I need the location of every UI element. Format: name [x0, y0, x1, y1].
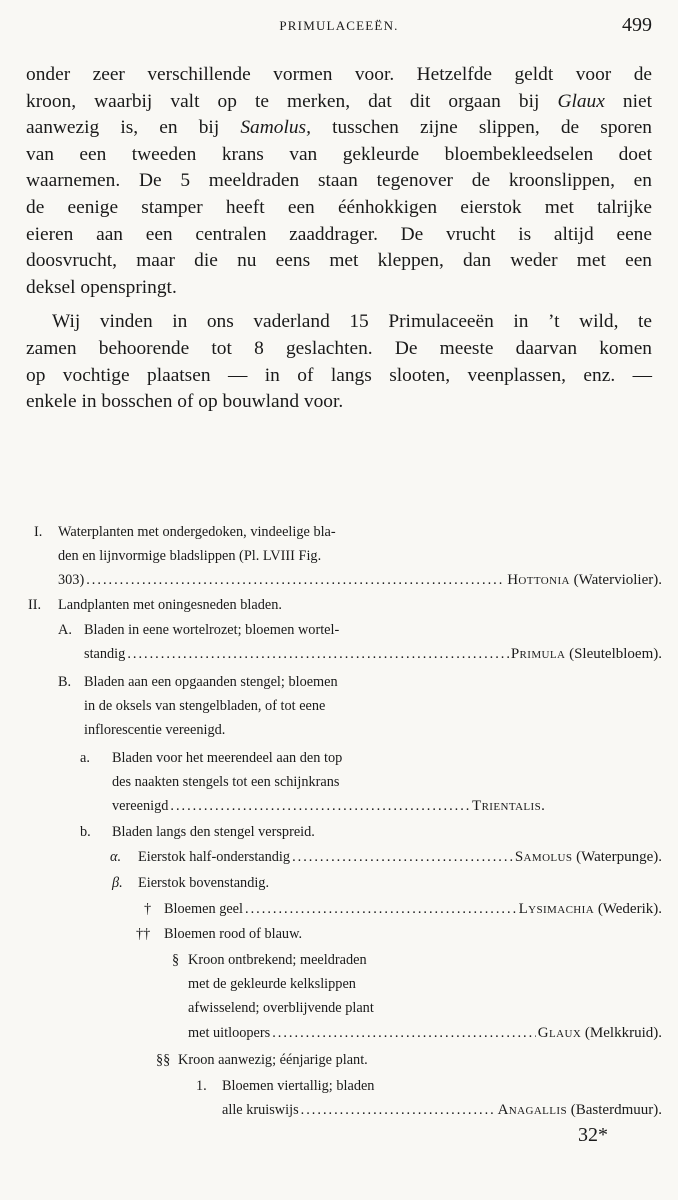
key-line: [32, 646, 662, 668]
page-header: [0, 14, 678, 44]
key-text: Bladen aan een opgaanden stengel; bloemen: [84, 674, 338, 690]
key-text: den en lijnvormige bladslippen (Pl. LVIII Fig.: [58, 548, 322, 564]
key-marker: B.: [58, 674, 72, 690]
key-text: vereenigd: [112, 798, 169, 814]
key-entry-dagger: [32, 901, 662, 923]
key-line: [32, 572, 662, 594]
key-marker: A.: [58, 622, 72, 638]
key-text: alle kruiswijs: [222, 1102, 299, 1118]
text-line: de eenige stamper heeft een éénhokkigen eierstok met talrijke: [26, 196, 652, 218]
text-line: zamen behoorende tot 8 geslachten. De meeste daarvan komen: [26, 337, 652, 359]
common-name: (Waterpunge).: [576, 849, 662, 865]
key-line: [32, 976, 662, 998]
key-line: [32, 1025, 662, 1047]
common-name: (Waterviolier).: [573, 572, 662, 588]
common-name: (Basterdmuur).: [570, 1102, 662, 1118]
key-text: inflorescentie vereenigd.: [84, 722, 226, 738]
page-number: 499: [622, 14, 652, 36]
key-entry-section: [32, 952, 662, 974]
key-marker: I.: [34, 524, 43, 540]
paragraph-1: [26, 62, 652, 301]
key-marker: §§: [156, 1052, 171, 1068]
key-text: Landplanten met oningesneden bladen.: [58, 597, 282, 613]
paragraph-2: [26, 309, 652, 415]
common-name: (Sleutelbloem).: [569, 646, 662, 662]
key-line: [32, 1000, 662, 1022]
key-line: [32, 774, 662, 796]
common-name: (Melkkruid).: [584, 1025, 662, 1041]
key-text: Bladen voor het meerendeel aan den top: [112, 750, 343, 766]
key-entry-I: [32, 524, 662, 546]
running-title: PRIMULACEEËN.: [279, 18, 399, 33]
text-line: kroon, waarbij valt op te merken, dat dit orgaan bij Glaux niet: [26, 90, 652, 112]
genus-name: Samolus: [514, 849, 573, 865]
key-entry-B: [32, 674, 662, 696]
text-line: Wij vinden in ons vaderland 15 Primulaceeën in ’t wild, te: [52, 311, 652, 333]
key-marker: ††: [136, 926, 151, 942]
key-marker: b.: [80, 824, 91, 840]
key-line: [32, 698, 662, 720]
body-text: [26, 62, 652, 416]
key-text: met uitloopers: [188, 1025, 271, 1041]
key-line: [32, 1102, 662, 1124]
key-text: Kroon aanwezig; éénjarige plant.: [178, 1052, 368, 1068]
key-text: Bladen langs den stengel verspreid.: [112, 824, 315, 840]
key-text: standig: [84, 646, 126, 662]
genus-name: Trientalis.: [472, 798, 546, 814]
key-line: [32, 548, 662, 570]
key-entry-b: [32, 824, 662, 846]
key-text: met de gekleurde kelkslippen: [188, 976, 356, 992]
genus-name: Glaux: [537, 1025, 582, 1041]
text-line: deksel openspringt.: [26, 276, 177, 298]
key-text: Bladen in eene wortelrozet; bloemen wortel-: [84, 622, 340, 638]
key-entry-double-section: [32, 1052, 662, 1074]
key-line: [32, 798, 662, 820]
key-text: afwisselend; overblijvende plant: [188, 1000, 374, 1016]
key-text: Bloemen rood of blauw.: [164, 926, 303, 942]
key-text: 303): [58, 572, 85, 588]
key-marker: †: [144, 901, 152, 917]
key-text: Bloemen viertallig; bladen: [222, 1078, 375, 1094]
key-text: Waterplanten met ondergedoken, vindeelige bla-: [58, 524, 336, 540]
key-entry-II: [28, 597, 662, 619]
text-line: op vochtige plaatsen — in of langs slooten, veenplassen, enz. —: [26, 364, 652, 386]
key-entry-1: [32, 1078, 662, 1100]
text-line: van een tweeden krans van gekleurde bloembekleedselen doet: [26, 143, 652, 165]
key-text: Bloemen geel: [164, 901, 244, 917]
text-line: aanwezig is, en bij Samolus, tusschen zijne slippen, de sporen: [26, 117, 652, 139]
key-text: des naakten stengels tot een schijnkrans: [112, 774, 340, 790]
key-marker: a.: [80, 750, 90, 766]
key-entry-double-dagger: [32, 926, 662, 948]
key-line: [32, 722, 662, 744]
key-text: Eierstok bovenstandig.: [138, 875, 270, 891]
genus-name: Hottonia: [507, 572, 570, 588]
text-line: enkele in bosschen of op bouwland voor.: [26, 391, 344, 413]
genus-name: Primula: [510, 646, 566, 662]
genus-name: Anagallis: [497, 1102, 568, 1118]
key-entry-alpha: [32, 849, 662, 871]
key-marker: β.: [112, 875, 123, 891]
common-name: (Wederik).: [597, 901, 662, 917]
key-text: Kroon ontbrekend; meeldraden: [188, 952, 367, 968]
key-entry-beta: [32, 875, 662, 897]
text-line: onder zeer verschillende vormen voor. Hetzelfde geldt voor de: [26, 64, 652, 85]
key-text: Eierstok half-onderstandig: [138, 849, 291, 865]
key-entry-a: [32, 750, 662, 772]
key-marker: 1.: [196, 1078, 207, 1094]
signature-mark: 32*: [578, 1124, 608, 1146]
key-entry-A: [32, 622, 662, 644]
key-marker: II.: [28, 597, 42, 613]
key-text: in de oksels van stengelbladen, of tot eene: [84, 698, 326, 714]
key-marker: §: [172, 952, 180, 968]
text-line: doosvrucht, maar die nu eens met kleppen, dan weder met een: [26, 250, 652, 272]
key-marker: α.: [110, 849, 122, 865]
text-line: waarnemen. De 5 meeldraden staan tegenover de kroonslippen, en: [26, 170, 652, 192]
text-line: eieren aan een centralen zaaddrager. De vrucht is altijd eene: [26, 223, 652, 245]
genus-name: Lysimachia: [518, 901, 595, 917]
